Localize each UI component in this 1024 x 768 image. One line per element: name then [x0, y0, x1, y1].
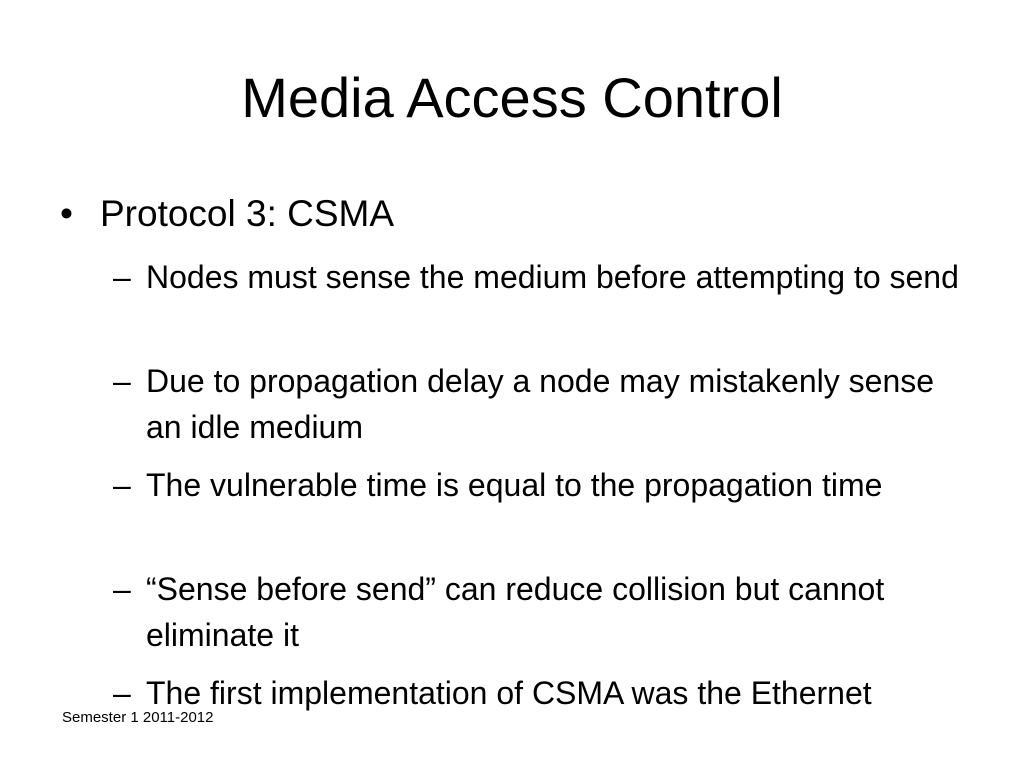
sub-bullet-text: The vulnerable time is equal to the propagation time [146, 467, 883, 503]
sub-bullet-marker: – [113, 259, 131, 295]
slide-footer: Semester 1 2011-2012 [62, 709, 214, 726]
sub-bullet [113, 462, 973, 508]
bullet-protocol [60, 187, 394, 241]
sub-bullet [113, 670, 973, 716]
bullet-text: Protocol 3: CSMA [100, 193, 395, 234]
sub-bullet-text: Nodes must sense the medium before attempting to send [146, 259, 959, 295]
sub-bullet-marker: – [113, 571, 131, 607]
sub-bullet [113, 358, 973, 450]
sub-bullet [113, 254, 973, 300]
bullet-marker: • [60, 193, 73, 234]
sub-bullet-marker: – [113, 363, 131, 399]
sub-bullet-marker: – [113, 467, 131, 503]
sub-bullet-text: Due to propagation delay a node may mistakenly sense an idle medium [146, 363, 935, 445]
sub-bullet [113, 566, 973, 658]
slide-title: Media Access Control [241, 66, 783, 129]
sub-bullet-text: The first implementation of CSMA was the Ethernet [146, 675, 872, 711]
sub-bullet-marker: – [113, 675, 131, 711]
sub-bullet-text: “Sense before send” can reduce collision but cannot eliminate it [146, 571, 885, 653]
